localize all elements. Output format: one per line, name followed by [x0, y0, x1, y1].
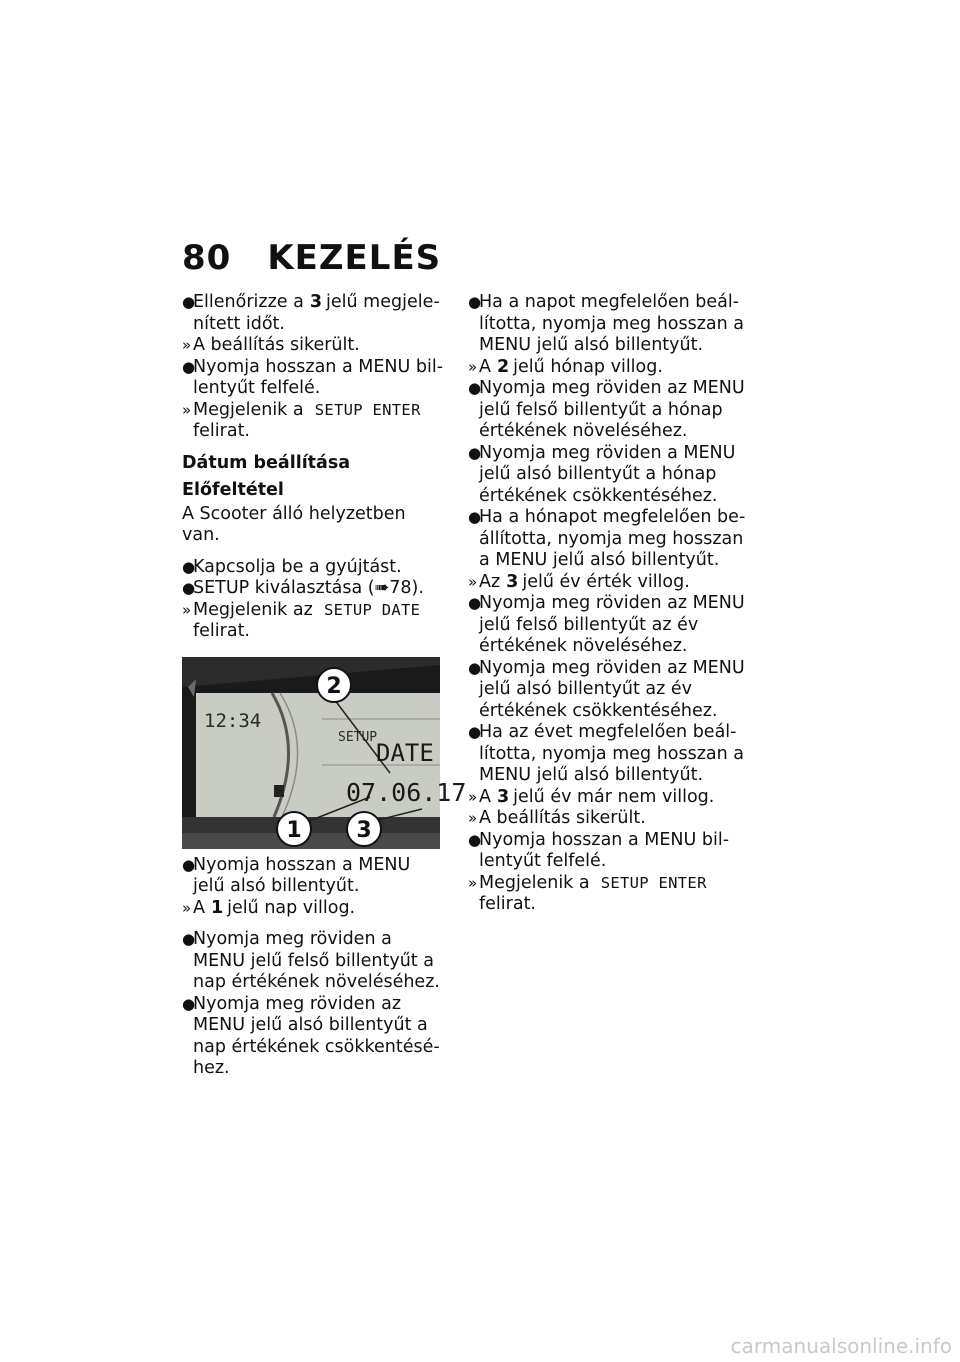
- list-item: ● Nyomja meg röviden az MENU jelű alsó billentyűt a nap értékének csökkentéséhez.: [182, 993, 440, 1078]
- bullet-marker: ●: [182, 994, 196, 1013]
- reference-number: 3: [496, 786, 510, 807]
- instruction-list-2: [182, 557, 444, 643]
- prerequisite-heading: Előfeltétel: [182, 480, 284, 500]
- list-item: ● Nyomja meg röviden az MENU jelű alsó billentyűt az év értékének csökkentéséhez.: [468, 657, 745, 721]
- reference-number: 3: [309, 292, 323, 312]
- display-text: SETUP ENTER: [314, 400, 421, 419]
- callout-3: 3: [356, 817, 372, 843]
- list-item: ● Nyomja hosszan a MENU jelű alsó billentyűt.: [182, 854, 411, 896]
- result-marker: »: [182, 600, 192, 619]
- reference-number: 2: [496, 356, 510, 377]
- instruction-list-4: [182, 929, 444, 1080]
- bullet-marker: ●: [182, 557, 196, 576]
- list-item: » Megjelenik az SETUP DATE felirat.: [182, 599, 421, 641]
- result-marker: »: [468, 357, 478, 376]
- list-item: ● Nyomja meg röviden a MENU jelű alsó billentyűt a hónap értékének csökkentéséhez.: [468, 442, 736, 506]
- dashboard-illustration: [182, 657, 467, 849]
- list-item: » Az 3 jelű év érték villog.: [468, 571, 690, 592]
- bullet-marker: ●: [468, 508, 482, 526]
- bullet-marker: ●: [182, 930, 196, 948]
- prerequisite-text: A Scooter álló helyzetben van.: [182, 503, 406, 545]
- left-column: [182, 292, 467, 1080]
- date-label-readout: DATE: [376, 738, 434, 767]
- page-header: [182, 238, 441, 278]
- bullet-marker: ●: [468, 379, 482, 397]
- result-marker: »: [182, 336, 192, 354]
- list-item: ● Nyomja meg röviden az MENU jelű felső billentyűt az év értékének növeléséhez.: [468, 593, 745, 656]
- bullet-marker: ●: [468, 658, 482, 677]
- bullet-marker: ●: [182, 579, 196, 597]
- list-item: » A beállítás sikerült.: [182, 335, 360, 355]
- page-number: 80: [182, 238, 232, 278]
- list-item: ● SETUP kiválasztása (➠78).: [182, 578, 424, 598]
- setup-readout: SETUP: [338, 729, 378, 745]
- result-marker: »: [468, 787, 478, 806]
- list-item: ● Nyomja meg röviden a MENU jelű felső billentyűt a nap értékének növeléséhez.: [182, 929, 440, 992]
- list-item: ● Nyomja meg röviden az MENU jelű felső billentyűt a hónap értékének növeléséhez.: [468, 378, 745, 441]
- result-marker: »: [182, 898, 192, 917]
- instruction-list-3: [182, 855, 444, 920]
- bullet-marker: ●: [468, 594, 482, 612]
- list-item: ● Ha az évet megfelelően beállította, nyomja meg hosszan a MENU jelű alsó billentyűt.: [468, 722, 745, 785]
- display-text: SETUP ENTER: [600, 873, 707, 892]
- bullet-marker: ●: [468, 443, 482, 462]
- dashboard-display-figure: [182, 657, 467, 849]
- bullet-marker: ●: [468, 723, 482, 741]
- callout-1: 1: [286, 817, 302, 843]
- reference-number: 1: [210, 897, 224, 918]
- site-watermark: carmanualsonline.info: [730, 1334, 952, 1358]
- clock-readout: 12:34: [204, 709, 262, 732]
- result-marker: »: [468, 572, 478, 591]
- bullet-marker: ●: [468, 293, 482, 311]
- bullet-marker: ●: [182, 357, 196, 376]
- list-item: » A 1 jelű nap villog.: [182, 897, 356, 918]
- bullet-marker: ●: [182, 293, 196, 311]
- page-title: KEZELÉS: [267, 238, 442, 278]
- list-item: ● Ha a hónapot megfelelően beállította, nyomja meg hosszan a MENU jelű alsó billentyűt.: [468, 507, 746, 570]
- list-item: » A beállítás sikerült.: [468, 808, 646, 828]
- right-column: [468, 292, 748, 916]
- date-value-readout: 07.06.17: [346, 777, 467, 807]
- list-item: ● Nyomja hosszan a MENU billentyűt felfelé.: [468, 829, 730, 871]
- list-item: ● Nyomja hosszan a MENU billentyűt felfelé.: [182, 356, 444, 398]
- reference-number: 3: [506, 571, 519, 592]
- list-item: » Megjelenik a SETUP ENTER felirat.: [182, 399, 421, 441]
- page-reference-arrow-icon: ➠: [374, 578, 390, 598]
- bullet-marker: ●: [468, 830, 482, 849]
- result-marker: »: [468, 809, 478, 827]
- instruction-list-1: [182, 292, 444, 443]
- list-item: ● Kapcsolja be a gyújtást.: [182, 556, 402, 577]
- callout-2: 2: [326, 673, 342, 699]
- section-heading: Dátum beállítása: [182, 452, 351, 473]
- list-item: » A 2 jelű hónap villog.: [468, 356, 663, 377]
- list-item: ● Ellenőrizze a 3 jelű megjelenített időt.: [182, 292, 440, 334]
- list-item: » A 3 jelű év már nem villog.: [468, 786, 715, 807]
- bullet-marker: ●: [182, 855, 196, 874]
- list-item: ● Ha a napot megfelelően beállította, nyomja meg hosszan a MENU jelű alsó billentyűt.: [468, 292, 745, 355]
- display-text: SETUP DATE: [323, 600, 421, 619]
- list-item: » Megjelenik a SETUP ENTER felirat.: [468, 872, 707, 914]
- result-marker: »: [468, 873, 478, 892]
- result-marker: »: [182, 400, 192, 419]
